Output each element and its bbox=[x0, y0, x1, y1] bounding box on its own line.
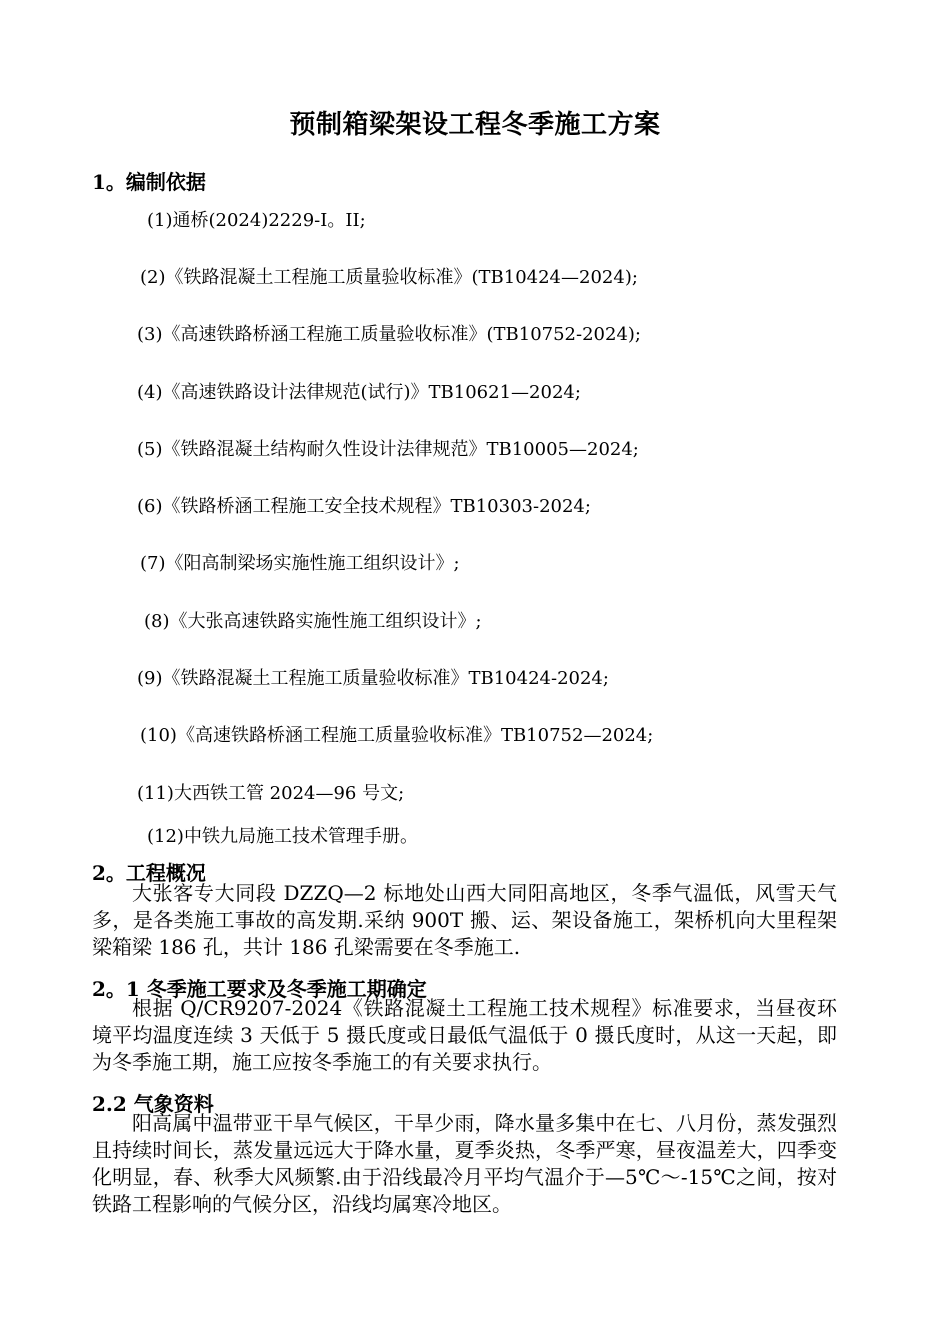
reference-item: (11)大西铁工管 2024—96 号文; bbox=[137, 783, 405, 804]
reference-item: (3)《高速铁路桥涵工程施工质量验收标准》(TB10752-2024); bbox=[137, 324, 641, 345]
reference-item: (6)《铁路桥涵工程施工安全技术规程》TB10303-2024; bbox=[137, 496, 591, 517]
reference-item: (12)中铁九局施工技术管理手册。 bbox=[147, 826, 418, 847]
reference-item: (1)通桥(2024)2229-I。II; bbox=[147, 210, 366, 231]
reference-item: (7)《阳高制梁场实施性施工组织设计》; bbox=[140, 553, 460, 574]
reference-item: (4)《高速铁路设计法律规范(试行)》TB10621—2024; bbox=[137, 382, 581, 403]
section-heading-overview: 2。工程概况 bbox=[92, 861, 206, 885]
document-title: 预制箱梁架设工程冬季施工方案 bbox=[289, 110, 661, 140]
overview-paragraph: 大张客专大同段 DZZQ—2 标地处山西大同阳高地区，冬季气温低，风雪天气多，是各类施工事故的高发期.采纳 900T 搬、运、架设备施工，架桥机向大里程架梁箱梁 186 孔，共计 186 孔梁需要在冬季施工. bbox=[92, 881, 837, 959]
winter-requirements-paragraph: 根据 Q/CR9207-2024《铁路混凝土工程施工技术规程》标准要求，当昼夜环境平均温度连续 3 天低于 5 摄氏度或日最低气温低于 0 摄氏度时，从这一天起，即为冬季施工期，施工应按冬季施工的有关要求执行。 bbox=[92, 996, 837, 1074]
reference-item: (9)《铁路混凝土工程施工质量验收标准》TB10424-2024; bbox=[137, 668, 609, 689]
reference-item: (5)《铁路混凝土结构耐久性设计法律规范》TB10005—2024; bbox=[137, 439, 639, 460]
reference-item: (2)《铁路混凝土工程施工质量验收标准》(TB10424—2024); bbox=[140, 267, 638, 288]
section-heading-basis: 1。编制依据 bbox=[92, 170, 206, 194]
section-heading-winter-requirements: 2。1 冬季施工要求及冬季施工期确定 bbox=[92, 977, 427, 1001]
reference-item: (10)《高速铁路桥涵工程施工质量验收标准》TB10752—2024; bbox=[140, 725, 654, 746]
reference-item: (8)《大张高速铁路实施性施工组织设计》; bbox=[144, 611, 482, 632]
section-heading-weather: 2.2 气象资料 bbox=[92, 1092, 214, 1116]
weather-paragraph: 阳高属中温带亚干旱气候区，干旱少雨，降水量多集中在七、八月份，蒸发强烈且持续时间长，蒸发量远远大于降水量，夏季炎热，冬季严寒，昼夜温差大，四季变化明显，春、秋季大风频繁.由于沿线最冷月平均气温介于—5℃～-15℃之间，按对铁路工程影响的气候分区，沿线均属寒冷地区。 bbox=[92, 1111, 837, 1216]
